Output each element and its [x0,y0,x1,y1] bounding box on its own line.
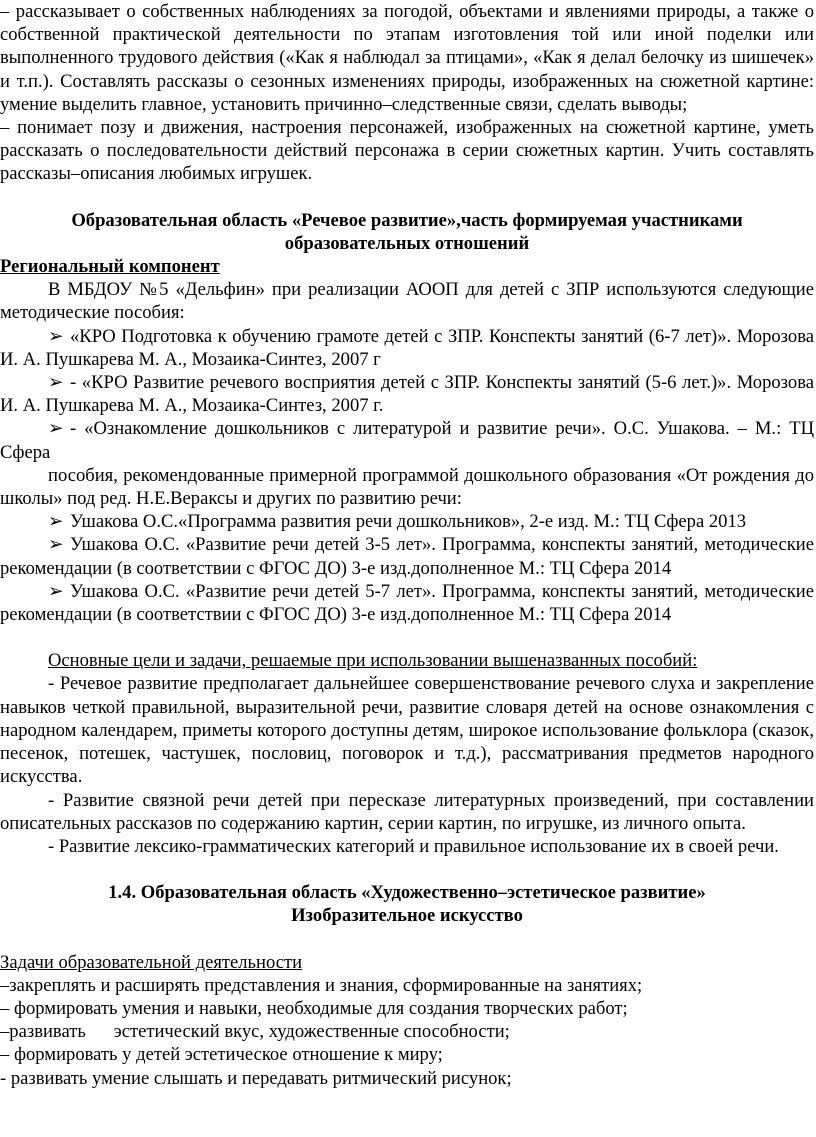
list-item-text: Ушакова О.С. «Развитие речи детей 5-7 лет». Программа, конспекты занятий, методические рекомендации (в соответствии с ФГОС ДО) 3-е изд.дополненное М.: ТЦ Сфера 2014 [0,580,814,626]
art-section-heading-line1: 1.4. Образовательная область «Художественно–эстетическое развитие» [108,882,706,904]
spacer [0,928,814,951]
list-item [0,371,814,417]
arrow-bullet-icon: ➢ [48,325,64,347]
art-section-heading-line2: Изобразительное искусство [291,905,523,927]
list-item-text: Ушакова О.С.«Программа развития речи дошкольников», 2-е изд. М.: ТЦ Сфера 2013 [70,511,747,533]
task-item: –развивать эстетический вкус, художественные способности; [0,1021,510,1043]
task-item: –закреплять и расширять представления и знания, сформированные на занятиях; [0,974,643,996]
task-item: – формировать у детей эстетическое отношение к миру; [0,1044,443,1066]
list-item-text: - «Ознакомление дошкольников с литературой и развитие речи». О.С. Ушакова. – М.: ТЦ Сфера [0,418,814,463]
list-item [0,580,814,626]
regional-component-label: Региональный компонент [0,256,220,278]
list-item-text: - «КРО Развитие речевого восприятия детей с ЗПР. Конспекты занятий (5-6 лет.)». Морозова И. А. Пушкарева М. А., Мозаика-Синтез, 2007 г. [0,372,814,417]
task-item: - развивать умение слышать и передавать ритмический рисунок; [0,1067,512,1089]
spacer [0,858,814,881]
speech-intro-text: В МБДОУ №5 «Дельфин» при реализации АООП для детей с ЗПР используются следующие методические пособия: [0,279,814,324]
recommended-text: пособия, рекомендованные примерной программой дошкольного образования «От рождения до школы» под ред. Н.Е.Вераксы и других по развитию речи: [0,464,814,510]
spacer [0,186,814,209]
list-item [0,533,814,579]
list-item [0,325,814,371]
spacer [0,626,814,649]
goals-heading: Основные цели и задачи, решаемые при использовании вышеназванных пособий: [48,650,698,672]
goal-paragraph: - Развитие лексико-грамматических категорий и правильное использование их в своей речи. [48,835,779,857]
tasks-heading: Задачи образовательной деятельности [0,951,303,973]
goal-paragraph: - Речевое развитие предполагает дальнейшее совершенствование речевого слуха и закрепление навыков четкой правильной, выразительной речи, развитие словаря детей на основе ознакомления с народном календарем, приметы которого доступны детям, широкое использование фольклора (сказок, песенок, потешек, частушек, пословиц, поговорок и т.д.), рассматривания предметов народного искусства. [0,673,814,788]
list-item-text: «КРО Подготовка к обучению грамоте детей с ЗПР. Конспекты занятий (6-7 лет)». Морозова И. А. Пушкарева М. А., Мозаика-Синтез, 2007 г [0,325,814,370]
arrow-bullet-icon: ➢ [48,418,64,440]
list-item-text: Ушакова О.С. «Развитие речи детей 3-5 лет». Программа, конспекты занятий, методические рекомендации (в соответствии с ФГОС ДО) 3-е изд.дополненное М.: ТЦ Сфера 2014 [0,534,814,579]
goal-paragraph: - Развитие связной речи детей при пересказе литературных произведений, при составлении описательных рассказов по содержанию картин, серии картин, по игрушке, из личного опыта. [0,789,814,834]
arrow-bullet-icon: ➢ [48,372,64,394]
task-item: – формировать умения и навыки, необходимые для создания творческих работ; [0,997,628,1019]
intro-paragraph-2: – понимает позу и движения, настроения персонажей, изображенных на сюжетной картине, уметь рассказать о последовательности действий персонажа в серии сюжетных картин. Учить составлять рассказы–описания любимых игрушек. [0,117,814,185]
arrow-bullet-icon: ➢ [48,580,64,602]
arrow-bullet-icon: ➢ [48,534,64,556]
speech-section-heading-line1: Образовательная область «Речевое развитие»,часть формируемая участниками [71,209,743,231]
list-item [0,510,814,533]
list-item [0,417,814,463]
intro-paragraph-1: – рассказывает о собственных наблюдениях за погодой, объектами и явлениями природы, а также о собственной практической деятельности по этапам изготовления той или иной поделки или выполненного трудового действия («Как я наблюдал за птицами», «Как я делал белочку из шишечек» и т.п.). Составлять рассказы о сезонных изменениях природы, изображенных на сюжетной картине: умение выделить главное, установить причинно–следственные связи, сделать выводы; [0,1,814,115]
arrow-bullet-icon: ➢ [48,511,64,533]
speech-section-heading-line2: образовательных отношений [284,232,530,254]
